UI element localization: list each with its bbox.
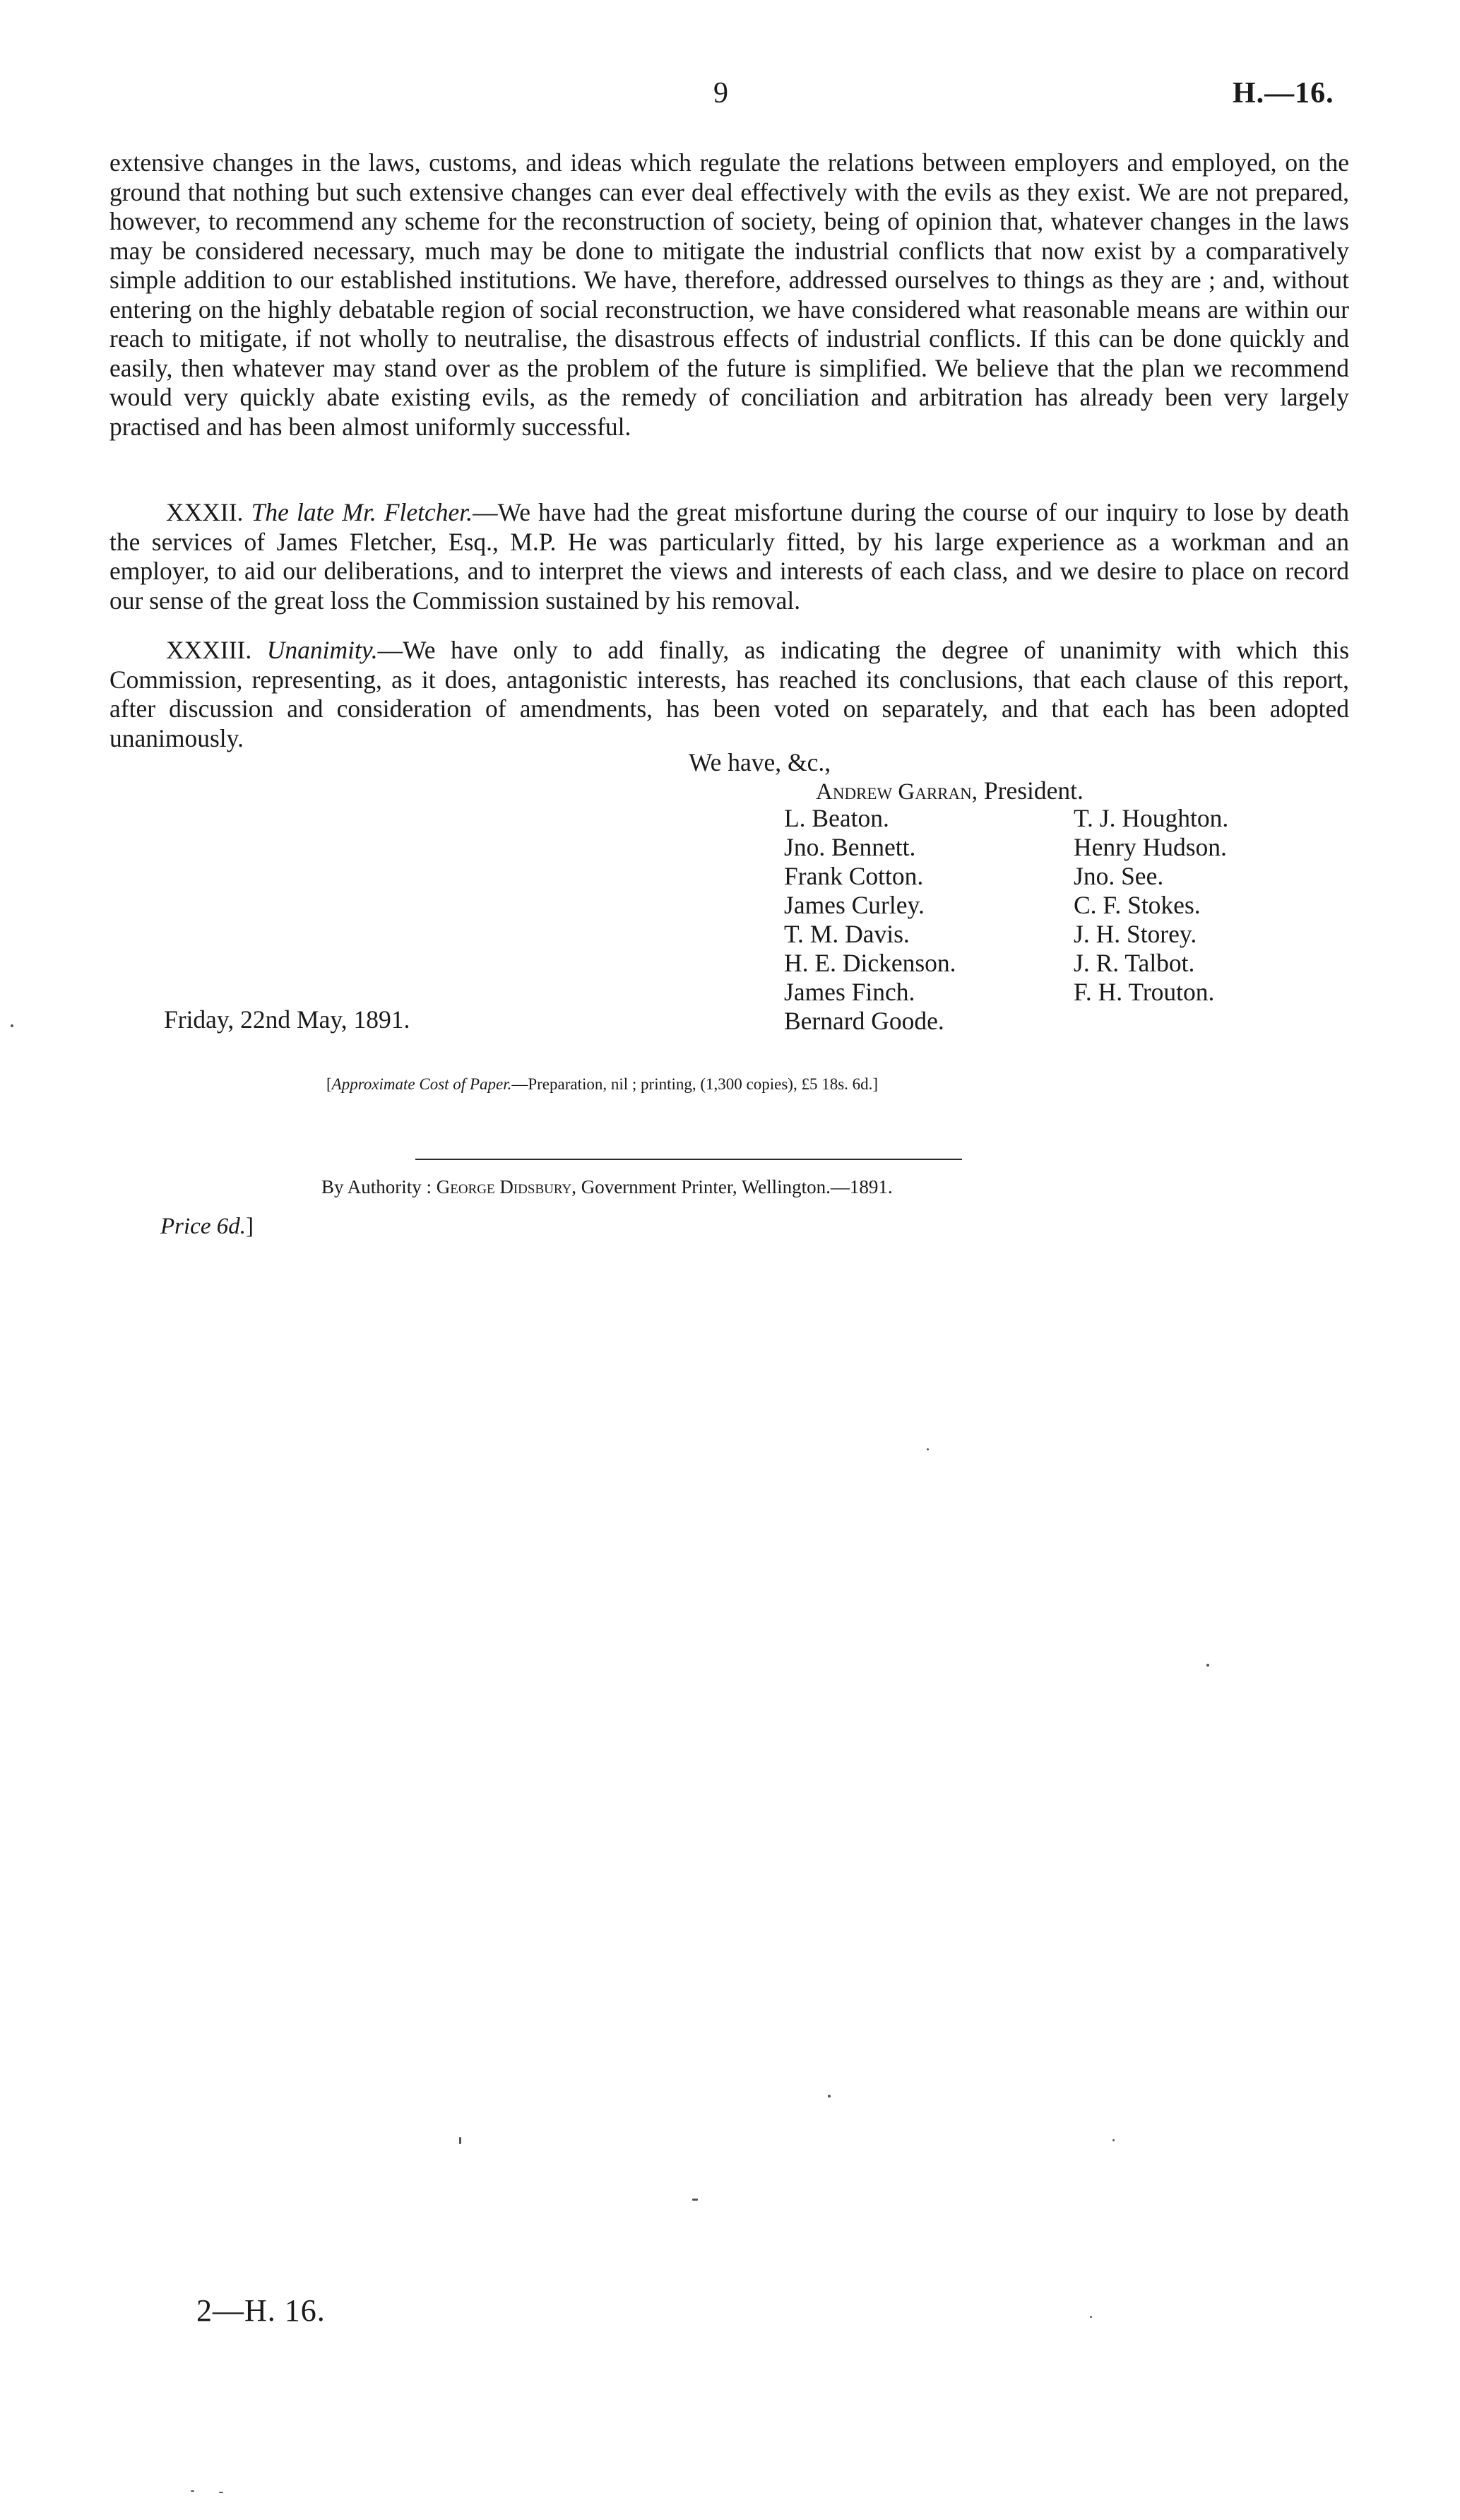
scan-speck <box>1090 2316 1092 2318</box>
president-name: Andrew Garran, <box>816 779 978 805</box>
scan-speck <box>1112 2139 1115 2141</box>
section-heading: Unanimity. <box>266 636 378 664</box>
signatory: James Finch. <box>784 978 915 1006</box>
continuation-paragraph: extensive changes in the laws, customs, and ideas which regulate the relations between employers and employed, on the ground that nothing but such extensive changes can ever deal effectively with the evils as they exist. We are not prepared, however, to recommend any scheme for the reconstruction of society, being of opinion that, whatever changes in the laws may be considered necessary, much may be done to mitigate the industrial conflicts that now exist by a comparatively simple addition to our established institutions. We have, therefore, addressed ourselves to things as they are ; and, without entering on the highly debatable region of social reconstruction, we have considered what reasonable means are within our reach to mitigate, if not wholly to neutralise, the disastrous effects of industrial conflicts. If this can be done quickly and easily, then whatever may stand over as the problem of the future is simplified. We believe that the plan we recommend would very quickly abate existing evils, as the remedy of conciliation and arbitration has already been very largely practised and has been almost uniformly successful. <box>109 148 1349 441</box>
price-bracket: ] <box>245 1214 254 1239</box>
president-title: President. <box>983 776 1084 805</box>
imprint-printer: George Didsbury, <box>436 1176 576 1197</box>
section-xxxiii-paragraph <box>109 636 1349 753</box>
scan-speck <box>1206 1664 1209 1667</box>
scan-speck <box>191 2490 194 2492</box>
page-number: 9 <box>713 77 728 110</box>
section-text: —We have had the great misfortune during the course of our inquiry to lose by death the services of James Fletcher, Esq., M.P. He was particularly fitted, by his large experience as a workman and an employer, to aid our deliberations, and to interpret the views and interests of each class, and we desire to place on record our sense of the great loss the Commission sustained by his removal. <box>109 498 1350 615</box>
scan-speck <box>927 1448 929 1450</box>
signatories-list <box>784 804 1314 1036</box>
signatory: T. M. Davis. <box>784 920 910 948</box>
section-number: XXXII. <box>166 498 244 526</box>
document-reference: H.—16. <box>1233 77 1334 110</box>
signatory: T. J. Houghton. <box>1074 804 1229 832</box>
price-note <box>160 1214 254 1240</box>
signatory: Bernard Goode. <box>784 1007 944 1035</box>
signatory: F. H. Trouton. <box>1074 978 1215 1006</box>
signatory: J. H. Storey. <box>1074 920 1197 948</box>
scan-speck <box>692 2199 698 2201</box>
closing-salutation: We have, &c., <box>689 748 831 776</box>
imprint-suffix: Government Printer, Wellington.—1891. <box>581 1176 893 1197</box>
printer-imprint <box>321 1176 893 1198</box>
report-date: Friday, 22nd May, 1891. <box>164 1005 410 1034</box>
scan-speck <box>11 1024 13 1027</box>
price-label: Price 6d. <box>160 1214 246 1239</box>
section-heading: The late Mr. Fletcher. <box>251 498 473 526</box>
signatory: H. E. Dickenson. <box>784 949 956 977</box>
signatory: Henry Hudson. <box>1074 833 1227 861</box>
divider-rule <box>415 1159 962 1160</box>
signatory: Jno. Bennett. <box>784 833 916 861</box>
signatory: C. F. Stokes. <box>1074 891 1201 919</box>
signatory: Frank Cotton. <box>784 862 924 890</box>
signatory: L. Beaton. <box>784 804 889 832</box>
signatory: James Curley. <box>784 891 925 919</box>
section-text: —We have only to add finally, as indicating the degree of unanimity with which this Commission, representing, as it does, antagonistic interests, has reached its conclusions, that each clause of this report, after discussion and consideration of amendments, has been voted on separately, and that each has been adopted unanimously. <box>109 636 1350 752</box>
section-number: XXXIII. <box>166 636 252 664</box>
president-signature <box>816 776 1084 805</box>
imprint-prefix: By Authority : <box>321 1176 432 1197</box>
signatory: Jno. See. <box>1074 862 1164 890</box>
cost-note <box>326 1075 878 1094</box>
cost-note-label: Approximate Cost of Paper. <box>331 1075 512 1093</box>
section-xxxii-paragraph <box>109 498 1349 615</box>
signatory: J. R. Talbot. <box>1074 949 1195 977</box>
footer-signature-mark: 2—H. 16. <box>196 2293 326 2328</box>
scan-speck <box>459 2137 461 2144</box>
scan-speck <box>828 2095 831 2098</box>
cost-note-text: —Preparation, nil ; printing, (1,300 copies), £5 18s. 6d.] <box>511 1075 879 1093</box>
scan-speck <box>219 2492 223 2493</box>
cost-note-open: [ <box>326 1075 332 1093</box>
